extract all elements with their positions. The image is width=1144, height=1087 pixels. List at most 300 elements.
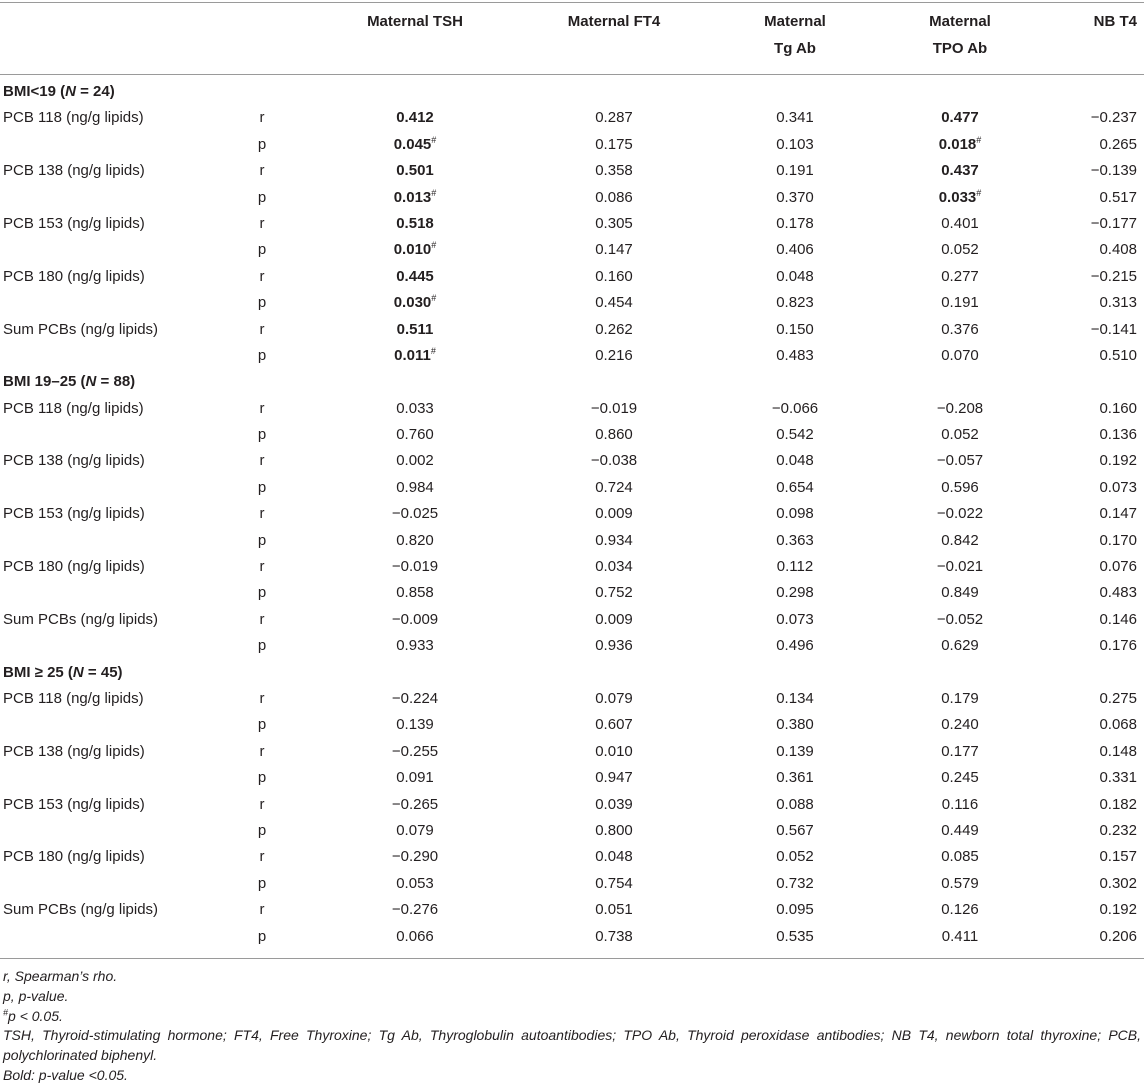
value-text: 0.086 <box>595 188 633 206</box>
value-cell <box>908 211 1012 237</box>
value-text: 0.277 <box>941 267 979 285</box>
stat-symbol: p <box>257 241 267 259</box>
stat-symbol-cell <box>240 739 284 765</box>
significance-marker: # <box>431 293 437 304</box>
value-text: 0.160 <box>595 267 633 285</box>
data-row-sum-pcbs-ng-g-lipids-p <box>0 633 1144 659</box>
value-text: 0.033 <box>938 188 977 206</box>
data-row-pcb-180-ng-g-lipids-r <box>0 554 1144 580</box>
value-cell <box>682 501 908 527</box>
footnote-spearman <box>3 967 1141 987</box>
significance-marker: # <box>431 187 437 198</box>
value-cell <box>1012 475 1144 501</box>
row-label-cell <box>0 871 240 897</box>
value-cell <box>284 844 546 870</box>
row-label-cell <box>0 818 240 844</box>
value-text: 0.010 <box>393 241 432 259</box>
value-text: 0.262 <box>595 320 633 338</box>
value-cell <box>546 924 682 950</box>
value-text: 0.034 <box>595 558 633 576</box>
stat-symbol-cell <box>240 924 284 950</box>
stat-symbol: p <box>257 478 267 496</box>
row-label: PCB 138 (ng/g lipids) <box>3 452 145 470</box>
value-cell <box>1012 765 1144 791</box>
value-cell <box>284 871 546 897</box>
row-label-cell <box>0 317 240 343</box>
stat-symbol-cell <box>240 554 284 580</box>
value-cell <box>1012 317 1144 343</box>
value-cell <box>682 448 908 474</box>
value-cell <box>908 132 1012 158</box>
value-text: 0.098 <box>776 505 814 523</box>
stat-symbol-cell <box>240 633 284 659</box>
value-text: 0.085 <box>941 848 979 866</box>
value-cell <box>546 897 682 923</box>
value-text: 0.116 <box>941 795 979 813</box>
value-text: 0.011 <box>394 346 431 364</box>
column-header-maternal-tpo-ab <box>908 8 1012 75</box>
value-cell <box>284 132 546 158</box>
value-cell <box>284 580 546 606</box>
value-cell <box>682 739 908 765</box>
header-blank-label-cell <box>0 8 240 75</box>
value-cell <box>546 528 682 554</box>
section-title-count: = 24) <box>75 83 115 100</box>
value-cell <box>682 607 908 633</box>
significance-marker: # <box>430 345 436 356</box>
value-cell <box>1012 211 1144 237</box>
row-label: PCB 153 (ng/g lipids) <box>3 795 145 813</box>
section-header-row <box>0 79 1144 105</box>
data-row-pcb-138-ng-g-lipids-r <box>0 158 1144 184</box>
value-cell <box>546 317 682 343</box>
value-cell <box>284 897 546 923</box>
column-header-maternal-tg-ab <box>682 8 908 75</box>
value-text: 0.179 <box>941 689 979 707</box>
stat-symbol-cell <box>240 712 284 738</box>
value-cell <box>546 607 682 633</box>
value-text: −0.019 <box>391 558 439 576</box>
value-cell <box>682 264 908 290</box>
value-cell <box>1012 132 1144 158</box>
row-label: PCB 138 (ng/g lipids) <box>3 162 145 180</box>
value-cell <box>682 897 908 923</box>
value-text: 0.732 <box>776 874 814 892</box>
value-cell <box>682 528 908 554</box>
value-text: 0.984 <box>396 478 434 496</box>
value-text: 0.033 <box>396 399 434 417</box>
value-cell <box>1012 818 1144 844</box>
value-text: 0.517 <box>1099 188 1137 206</box>
value-cell <box>1012 686 1144 712</box>
section-title-prefix: BMI<19 ( <box>3 83 66 100</box>
significance-marker: # <box>431 134 437 145</box>
value-text: 0.449 <box>941 821 979 839</box>
column-header-line: Maternal TSH <box>367 12 463 30</box>
value-text: 0.376 <box>941 320 979 338</box>
value-cell <box>682 158 908 184</box>
value-text: 0.010 <box>595 742 633 760</box>
column-header-line: Maternal <box>764 12 826 30</box>
value-text: 0.542 <box>776 426 814 444</box>
value-text: 0.842 <box>941 531 979 549</box>
sample-size-symbol: N <box>65 83 76 100</box>
value-cell <box>1012 105 1144 131</box>
data-row-pcb-153-ng-g-lipids-p <box>0 237 1144 263</box>
footnote-text: p < 0.05. <box>8 1007 63 1024</box>
row-label-cell <box>0 290 240 316</box>
value-cell <box>546 158 682 184</box>
value-cell <box>1012 528 1144 554</box>
row-label-cell <box>0 237 240 263</box>
value-cell <box>908 633 1012 659</box>
value-text: −0.057 <box>936 452 984 470</box>
row-label-cell <box>0 343 240 369</box>
stat-symbol: p <box>257 294 267 312</box>
row-label: PCB 153 (ng/g lipids) <box>3 214 145 232</box>
value-text: 0.454 <box>595 294 633 312</box>
value-text: 0.052 <box>941 241 979 259</box>
value-text: 0.363 <box>776 531 814 549</box>
value-cell <box>908 897 1012 923</box>
value-cell <box>908 871 1012 897</box>
row-label-cell <box>0 712 240 738</box>
value-text: 0.437 <box>941 162 979 180</box>
value-text: 0.147 <box>595 241 633 259</box>
value-text: 0.009 <box>595 610 633 628</box>
value-text: 0.313 <box>1099 294 1137 312</box>
value-cell <box>682 554 908 580</box>
value-cell <box>908 580 1012 606</box>
value-text: −0.009 <box>391 610 439 628</box>
value-text: −0.139 <box>1090 162 1137 180</box>
value-cell <box>908 290 1012 316</box>
value-text: −0.066 <box>771 399 819 417</box>
row-label-cell <box>0 580 240 606</box>
value-text: 0.361 <box>776 769 814 787</box>
value-text: 0.182 <box>1099 795 1137 813</box>
value-cell <box>682 211 908 237</box>
value-cell <box>284 501 546 527</box>
value-cell <box>682 237 908 263</box>
column-header-maternal-ft4 <box>546 8 682 75</box>
data-row-pcb-153-ng-g-lipids-p <box>0 528 1144 554</box>
value-text: 0.380 <box>776 716 814 734</box>
value-text: 0.073 <box>1099 478 1137 496</box>
value-cell <box>908 924 1012 950</box>
section-title <box>0 79 240 105</box>
value-text: 0.305 <box>595 214 633 232</box>
value-cell <box>284 264 546 290</box>
section-title <box>0 369 240 395</box>
row-label-cell <box>0 105 240 131</box>
value-cell <box>682 818 908 844</box>
value-text: 0.860 <box>595 426 633 444</box>
value-cell <box>546 422 682 448</box>
value-cell <box>546 290 682 316</box>
row-label: PCB 138 (ng/g lipids) <box>3 742 145 760</box>
value-cell <box>908 264 1012 290</box>
value-cell <box>284 396 546 422</box>
value-cell <box>546 475 682 501</box>
row-label: PCB 118 (ng/g lipids) <box>3 109 144 127</box>
stat-symbol: r <box>259 320 265 338</box>
value-cell <box>1012 871 1144 897</box>
significance-marker: # <box>3 1006 9 1017</box>
value-text: 0.511 <box>396 320 434 338</box>
value-text: 0.148 <box>1099 742 1137 760</box>
column-header-line: Maternal <box>929 12 991 30</box>
value-text: −0.215 <box>1090 267 1137 285</box>
stat-symbol-cell <box>240 237 284 263</box>
data-row-pcb-153-ng-g-lipids-r <box>0 792 1144 818</box>
value-cell <box>908 712 1012 738</box>
stat-symbol: p <box>257 584 267 602</box>
value-text: 0.738 <box>595 927 633 945</box>
row-label: PCB 180 (ng/g lipids) <box>3 558 145 576</box>
value-cell <box>1012 554 1144 580</box>
value-text: 0.483 <box>1099 584 1137 602</box>
value-cell <box>908 686 1012 712</box>
data-row-pcb-118-ng-g-lipids-r <box>0 396 1144 422</box>
stat-symbol-cell <box>240 317 284 343</box>
stat-symbol-cell <box>240 686 284 712</box>
section-title <box>0 660 240 686</box>
data-row-sum-pcbs-ng-g-lipids-r <box>0 897 1144 923</box>
value-cell <box>546 448 682 474</box>
stat-symbol: r <box>259 689 265 707</box>
value-cell <box>1012 607 1144 633</box>
row-label: PCB 118 (ng/g lipids) <box>3 689 144 707</box>
value-text: 0.858 <box>396 584 434 602</box>
value-text: 0.066 <box>396 927 434 945</box>
value-text: 0.654 <box>776 478 814 496</box>
value-cell <box>908 501 1012 527</box>
row-label-cell <box>0 739 240 765</box>
value-text: 0.191 <box>776 162 814 180</box>
value-text: −0.019 <box>590 399 638 417</box>
column-header-line: NB T4 <box>1093 12 1137 30</box>
footnote-text: r, Spearman’s rho. <box>3 968 118 985</box>
value-text: 0.240 <box>941 716 979 734</box>
value-cell <box>908 739 1012 765</box>
value-cell <box>1012 792 1144 818</box>
value-text: 0.206 <box>1099 927 1137 945</box>
data-row-pcb-138-ng-g-lipids-p <box>0 765 1144 791</box>
stat-symbol-cell <box>240 897 284 923</box>
footnote-text: Bold: p-value <0.05. <box>3 1066 128 1083</box>
footnote-significance <box>3 1007 1141 1027</box>
row-label-cell <box>0 264 240 290</box>
value-text: 0.048 <box>595 848 633 866</box>
stat-symbol-cell <box>240 290 284 316</box>
stat-symbol-cell <box>240 792 284 818</box>
data-row-pcb-153-ng-g-lipids-r <box>0 501 1144 527</box>
row-label-cell <box>0 448 240 474</box>
data-row-pcb-118-ng-g-lipids-r <box>0 686 1144 712</box>
value-cell <box>546 264 682 290</box>
row-label-cell <box>0 132 240 158</box>
value-text: 0.176 <box>1099 637 1137 655</box>
value-text: 0.157 <box>1099 848 1137 866</box>
stat-symbol-cell <box>240 448 284 474</box>
value-cell <box>908 185 1012 211</box>
significance-marker: # <box>431 240 437 251</box>
data-row-pcb-180-ng-g-lipids-r <box>0 844 1144 870</box>
value-text: 0.139 <box>776 742 814 760</box>
value-cell <box>284 211 546 237</box>
value-cell <box>284 792 546 818</box>
value-text: 0.752 <box>595 584 633 602</box>
value-text: 0.068 <box>1099 716 1137 734</box>
value-cell <box>1012 633 1144 659</box>
value-text: 0.018 <box>938 135 977 153</box>
value-cell <box>546 686 682 712</box>
value-cell <box>682 924 908 950</box>
value-cell <box>682 105 908 131</box>
value-cell <box>284 422 546 448</box>
value-cell <box>284 765 546 791</box>
stat-symbol-cell <box>240 211 284 237</box>
value-text: 0.009 <box>595 505 633 523</box>
value-cell <box>682 396 908 422</box>
value-text: 0.070 <box>941 346 979 364</box>
value-cell <box>1012 422 1144 448</box>
data-row-pcb-180-ng-g-lipids-p <box>0 871 1144 897</box>
value-text: −0.208 <box>936 399 984 417</box>
value-cell <box>546 185 682 211</box>
value-text: 0.302 <box>1099 874 1137 892</box>
data-row-pcb-138-ng-g-lipids-p <box>0 185 1144 211</box>
value-cell <box>546 396 682 422</box>
value-cell <box>682 422 908 448</box>
stat-symbol: p <box>257 426 267 444</box>
row-label: Sum PCBs (ng/g lipids) <box>3 320 159 338</box>
stat-symbol: p <box>257 188 267 206</box>
data-row-sum-pcbs-ng-g-lipids-p <box>0 924 1144 950</box>
footnote-text: p, p-value. <box>3 987 69 1004</box>
row-label: Sum PCBs (ng/g lipids) <box>3 901 159 919</box>
row-label-cell <box>0 396 240 422</box>
stat-symbol-cell <box>240 396 284 422</box>
value-text: 0.341 <box>776 109 814 127</box>
row-label-cell <box>0 686 240 712</box>
stat-symbol: p <box>257 346 267 364</box>
table-body <box>0 75 1144 958</box>
value-cell <box>682 132 908 158</box>
value-cell <box>546 343 682 369</box>
stat-symbol-cell <box>240 818 284 844</box>
stat-symbol: r <box>259 901 265 919</box>
stat-symbol-cell <box>240 105 284 131</box>
value-cell <box>908 528 1012 554</box>
value-text: 0.030 <box>393 294 432 312</box>
value-text: 0.076 <box>1099 558 1137 576</box>
value-cell <box>1012 897 1144 923</box>
value-cell <box>284 158 546 184</box>
value-cell <box>682 185 908 211</box>
value-cell <box>546 105 682 131</box>
value-text: 0.823 <box>776 294 814 312</box>
value-cell <box>908 343 1012 369</box>
section-header-row <box>0 369 1144 395</box>
value-text: 0.754 <box>595 874 633 892</box>
value-cell <box>284 633 546 659</box>
data-row-sum-pcbs-ng-g-lipids-r <box>0 607 1144 633</box>
value-cell <box>546 633 682 659</box>
value-cell <box>908 105 1012 131</box>
data-row-pcb-118-ng-g-lipids-p <box>0 422 1144 448</box>
value-cell <box>682 317 908 343</box>
value-text: 0.298 <box>776 584 814 602</box>
row-label-cell <box>0 924 240 950</box>
stat-symbol-cell <box>240 422 284 448</box>
data-row-pcb-180-ng-g-lipids-p <box>0 580 1144 606</box>
value-text: 0.170 <box>1099 531 1137 549</box>
value-cell <box>1012 343 1144 369</box>
value-text: −0.141 <box>1090 320 1137 338</box>
value-cell <box>284 607 546 633</box>
value-text: 0.358 <box>595 162 633 180</box>
value-cell <box>908 765 1012 791</box>
value-text: 0.477 <box>941 109 979 127</box>
stat-symbol-cell <box>240 580 284 606</box>
stat-symbol-cell <box>240 158 284 184</box>
value-cell <box>908 422 1012 448</box>
value-cell <box>908 158 1012 184</box>
stat-symbol: r <box>259 848 265 866</box>
value-cell <box>546 871 682 897</box>
stat-symbol-cell <box>240 185 284 211</box>
data-row-sum-pcbs-ng-g-lipids-r <box>0 317 1144 343</box>
value-text: 0.518 <box>396 214 434 232</box>
value-text: −0.177 <box>1090 214 1137 232</box>
value-text: 0.079 <box>396 821 434 839</box>
value-cell <box>284 554 546 580</box>
value-text: 0.091 <box>396 769 434 787</box>
value-text: 0.760 <box>396 426 434 444</box>
stat-symbol: r <box>259 742 265 760</box>
value-cell <box>284 343 546 369</box>
value-text: 0.445 <box>396 267 434 285</box>
value-cell <box>682 343 908 369</box>
data-row-pcb-138-ng-g-lipids-r <box>0 448 1144 474</box>
value-text: 0.134 <box>776 689 814 707</box>
value-text: 0.275 <box>1099 689 1137 707</box>
stat-symbol: r <box>259 795 265 813</box>
value-text: 0.002 <box>396 452 434 470</box>
value-text: 0.406 <box>776 241 814 259</box>
stat-symbol: r <box>259 558 265 576</box>
stat-symbol: r <box>259 610 265 628</box>
value-cell <box>1012 264 1144 290</box>
value-cell <box>546 765 682 791</box>
value-cell <box>908 844 1012 870</box>
value-text: 0.013 <box>393 188 432 206</box>
stat-symbol: r <box>259 109 265 127</box>
value-text: 0.800 <box>595 821 633 839</box>
value-cell <box>546 237 682 263</box>
value-text: 0.160 <box>1099 399 1137 417</box>
table-header <box>0 3 1144 74</box>
value-text: 0.287 <box>595 109 633 127</box>
value-text: 0.039 <box>595 795 633 813</box>
value-text: 0.051 <box>595 901 633 919</box>
section-header-row <box>0 660 1144 686</box>
value-cell <box>908 554 1012 580</box>
value-cell <box>546 580 682 606</box>
row-label-cell <box>0 158 240 184</box>
